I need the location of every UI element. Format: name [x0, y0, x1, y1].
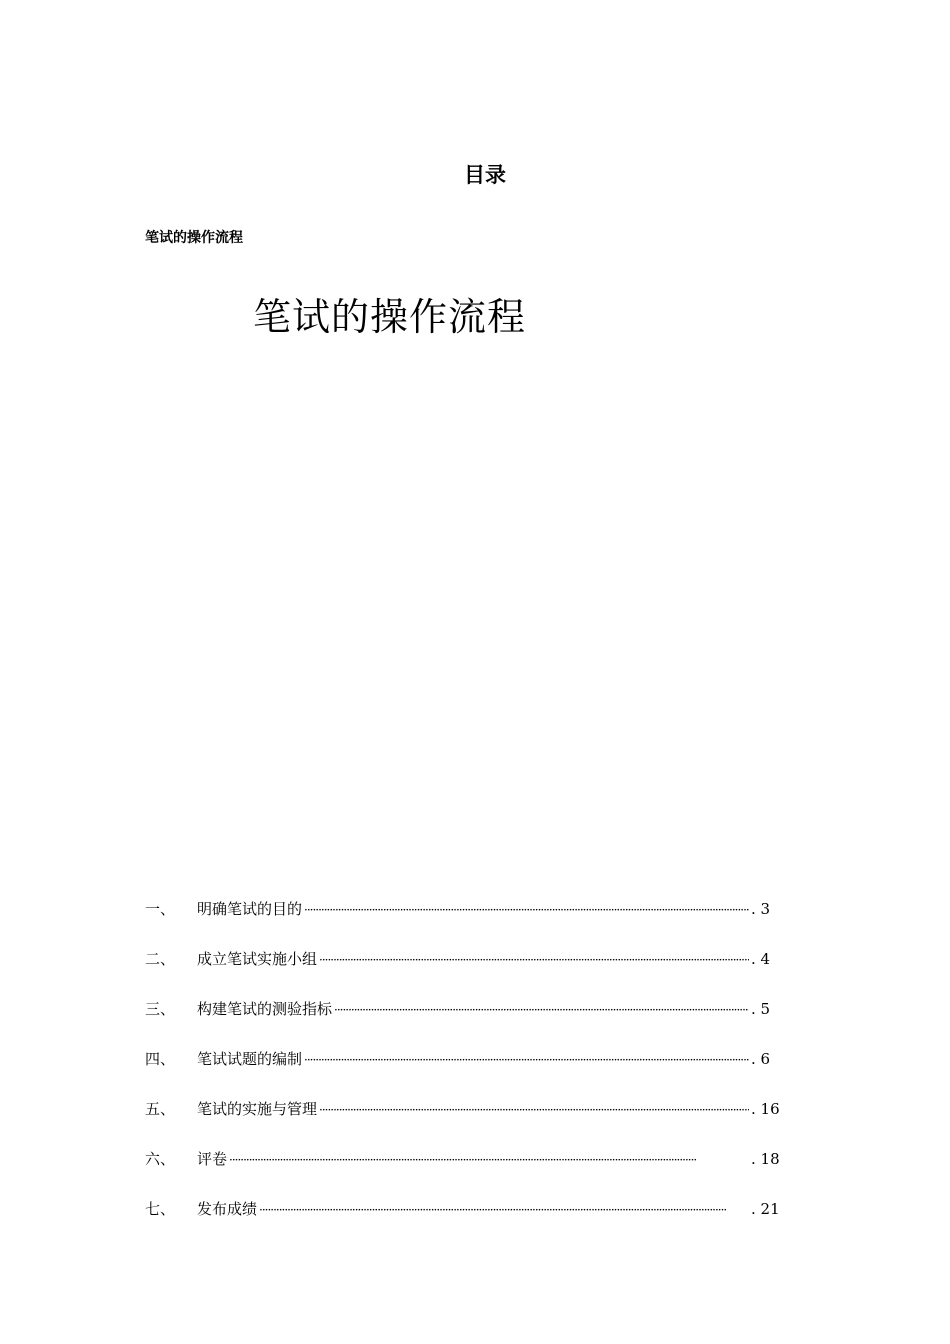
toc-item-page: . 21 [751, 1200, 780, 1218]
toc-item-number: 四、 [145, 1050, 176, 1068]
toc-dot-leader [319, 947, 749, 973]
toc-item-number: 五、 [145, 1100, 176, 1118]
toc-item-title: 发布成绩 [197, 1200, 258, 1218]
toc-item[interactable] [145, 1046, 785, 1096]
toc-dot-leader [304, 1047, 749, 1073]
toc-item-title: 成立笔试实施小组 [197, 950, 318, 968]
toc-item[interactable] [145, 896, 785, 946]
toc-item-number: 一、 [145, 900, 176, 918]
toc-item-title: 明确笔试的目的 [197, 900, 303, 918]
toc-top-entry[interactable]: 笔试的操作流程 [145, 230, 243, 246]
toc-item-number: 六、 [145, 1150, 176, 1168]
toc-item-title: 笔试试题的编制 [197, 1050, 303, 1068]
toc-item-title: 评卷 [197, 1150, 228, 1168]
toc-item[interactable] [145, 946, 785, 996]
document-title: 笔试的操作流程 [253, 295, 527, 339]
toc-item-page: . 18 [751, 1150, 780, 1168]
toc-dot-leader [229, 1147, 749, 1173]
toc-item-title: 构建笔试的测验指标 [197, 1000, 333, 1018]
toc-list [145, 896, 785, 1246]
toc-item-number: 二、 [145, 950, 176, 968]
toc-item[interactable] [145, 1096, 785, 1146]
toc-item-page: . 5 [751, 1000, 771, 1018]
toc-dot-leader [304, 897, 749, 923]
toc-item-page: . 4 [751, 950, 771, 968]
toc-item-page: . 6 [751, 1050, 771, 1068]
toc-item[interactable] [145, 996, 785, 1046]
toc-heading: 目录 [464, 163, 506, 187]
toc-item-page: . 16 [751, 1100, 780, 1118]
toc-item-number: 七、 [145, 1200, 176, 1218]
toc-item-number: 三、 [145, 1000, 176, 1018]
toc-dot-leader [334, 997, 749, 1023]
toc-item[interactable] [145, 1196, 785, 1246]
toc-item-title: 笔试的实施与管理 [197, 1100, 318, 1118]
toc-item-page: . 3 [751, 900, 771, 918]
toc-dot-leader [319, 1097, 749, 1123]
toc-dot-leader [259, 1197, 749, 1223]
toc-item[interactable] [145, 1146, 785, 1196]
